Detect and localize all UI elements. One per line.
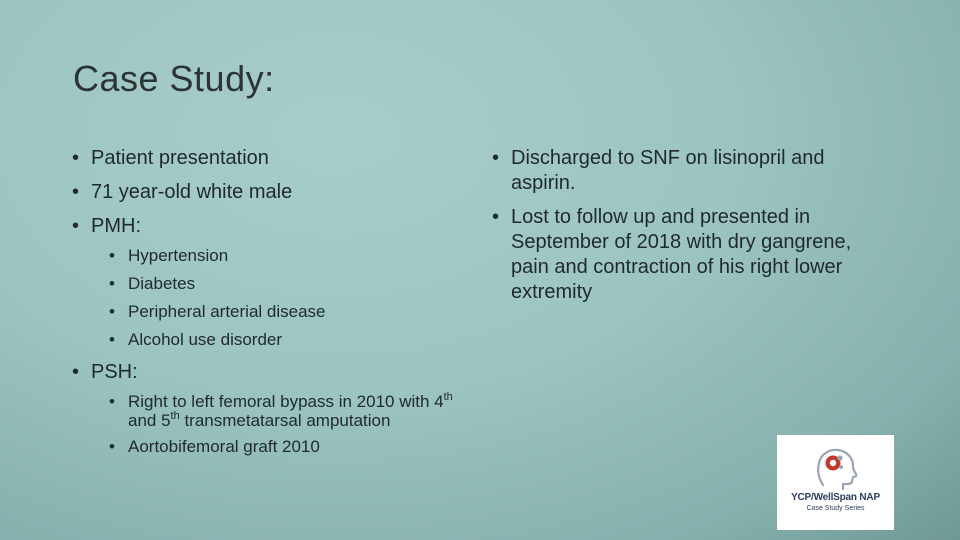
bullet-icon: • [492,206,500,228]
left-content-column [72,146,472,466]
list-item: • 71 year-old white male [72,181,293,203]
psh-item-bypass: Right to left femoral bypass in 2010 with 4th and 5th transmetatarsal amputation [128,391,453,430]
psh-sublist [109,392,472,456]
bullet-icon: • [72,215,80,237]
right-content-column [492,146,892,314]
bullet-icon: • [109,392,115,411]
bullet-icon: • [492,147,500,169]
sublist-item: • Peripheral arterial disease [109,302,326,321]
list-item: • PMH: • Hypertension • Diabetes • Peripheral arterial disease • Alcohol use disorder [72,214,472,350]
list-item: • PSH: • Right to left femoral bypass in 2010 with 4th and 5th transmetatarsal amputation • Aortobifemoral graft 2010 [72,360,472,456]
sublist-item: • Aortobifemoral graft 2010 [109,437,320,456]
bullet-icon: • [72,361,80,383]
head-profile-icon [777,435,894,495]
right-bullet-list [492,146,892,305]
sublist-item: • Diabetes [109,274,196,293]
bullet-icon: • [109,302,115,321]
bullet-icon: • [109,330,115,349]
bullet-icon: • [72,147,80,169]
case-study-logo [777,435,894,530]
list-item: • Lost to follow up and presented in September of 2018 with dry gangrene, pain and contraction of his right lower extremity [492,206,852,303]
sublist-item: • Hypertension [109,246,229,265]
bullet-icon: • [109,246,115,265]
bullet-icon: • [109,437,115,456]
logo-subtitle: Case Study Series [806,505,865,512]
sublist-item [109,392,472,430]
pmh-sublist [109,246,472,350]
list-item: • Patient presentation [72,147,269,169]
logo-name: YCP/WellSpan NAP [791,492,880,503]
left-bullet-list [72,146,472,456]
sublist-item: • Alcohol use disorder [109,330,283,349]
bullet-icon: • [109,274,115,293]
bullet-icon: • [72,181,80,203]
slide-title: Case Study: [73,58,275,99]
list-item: • Discharged to SNF on lisinopril and aspirin. [492,147,825,194]
